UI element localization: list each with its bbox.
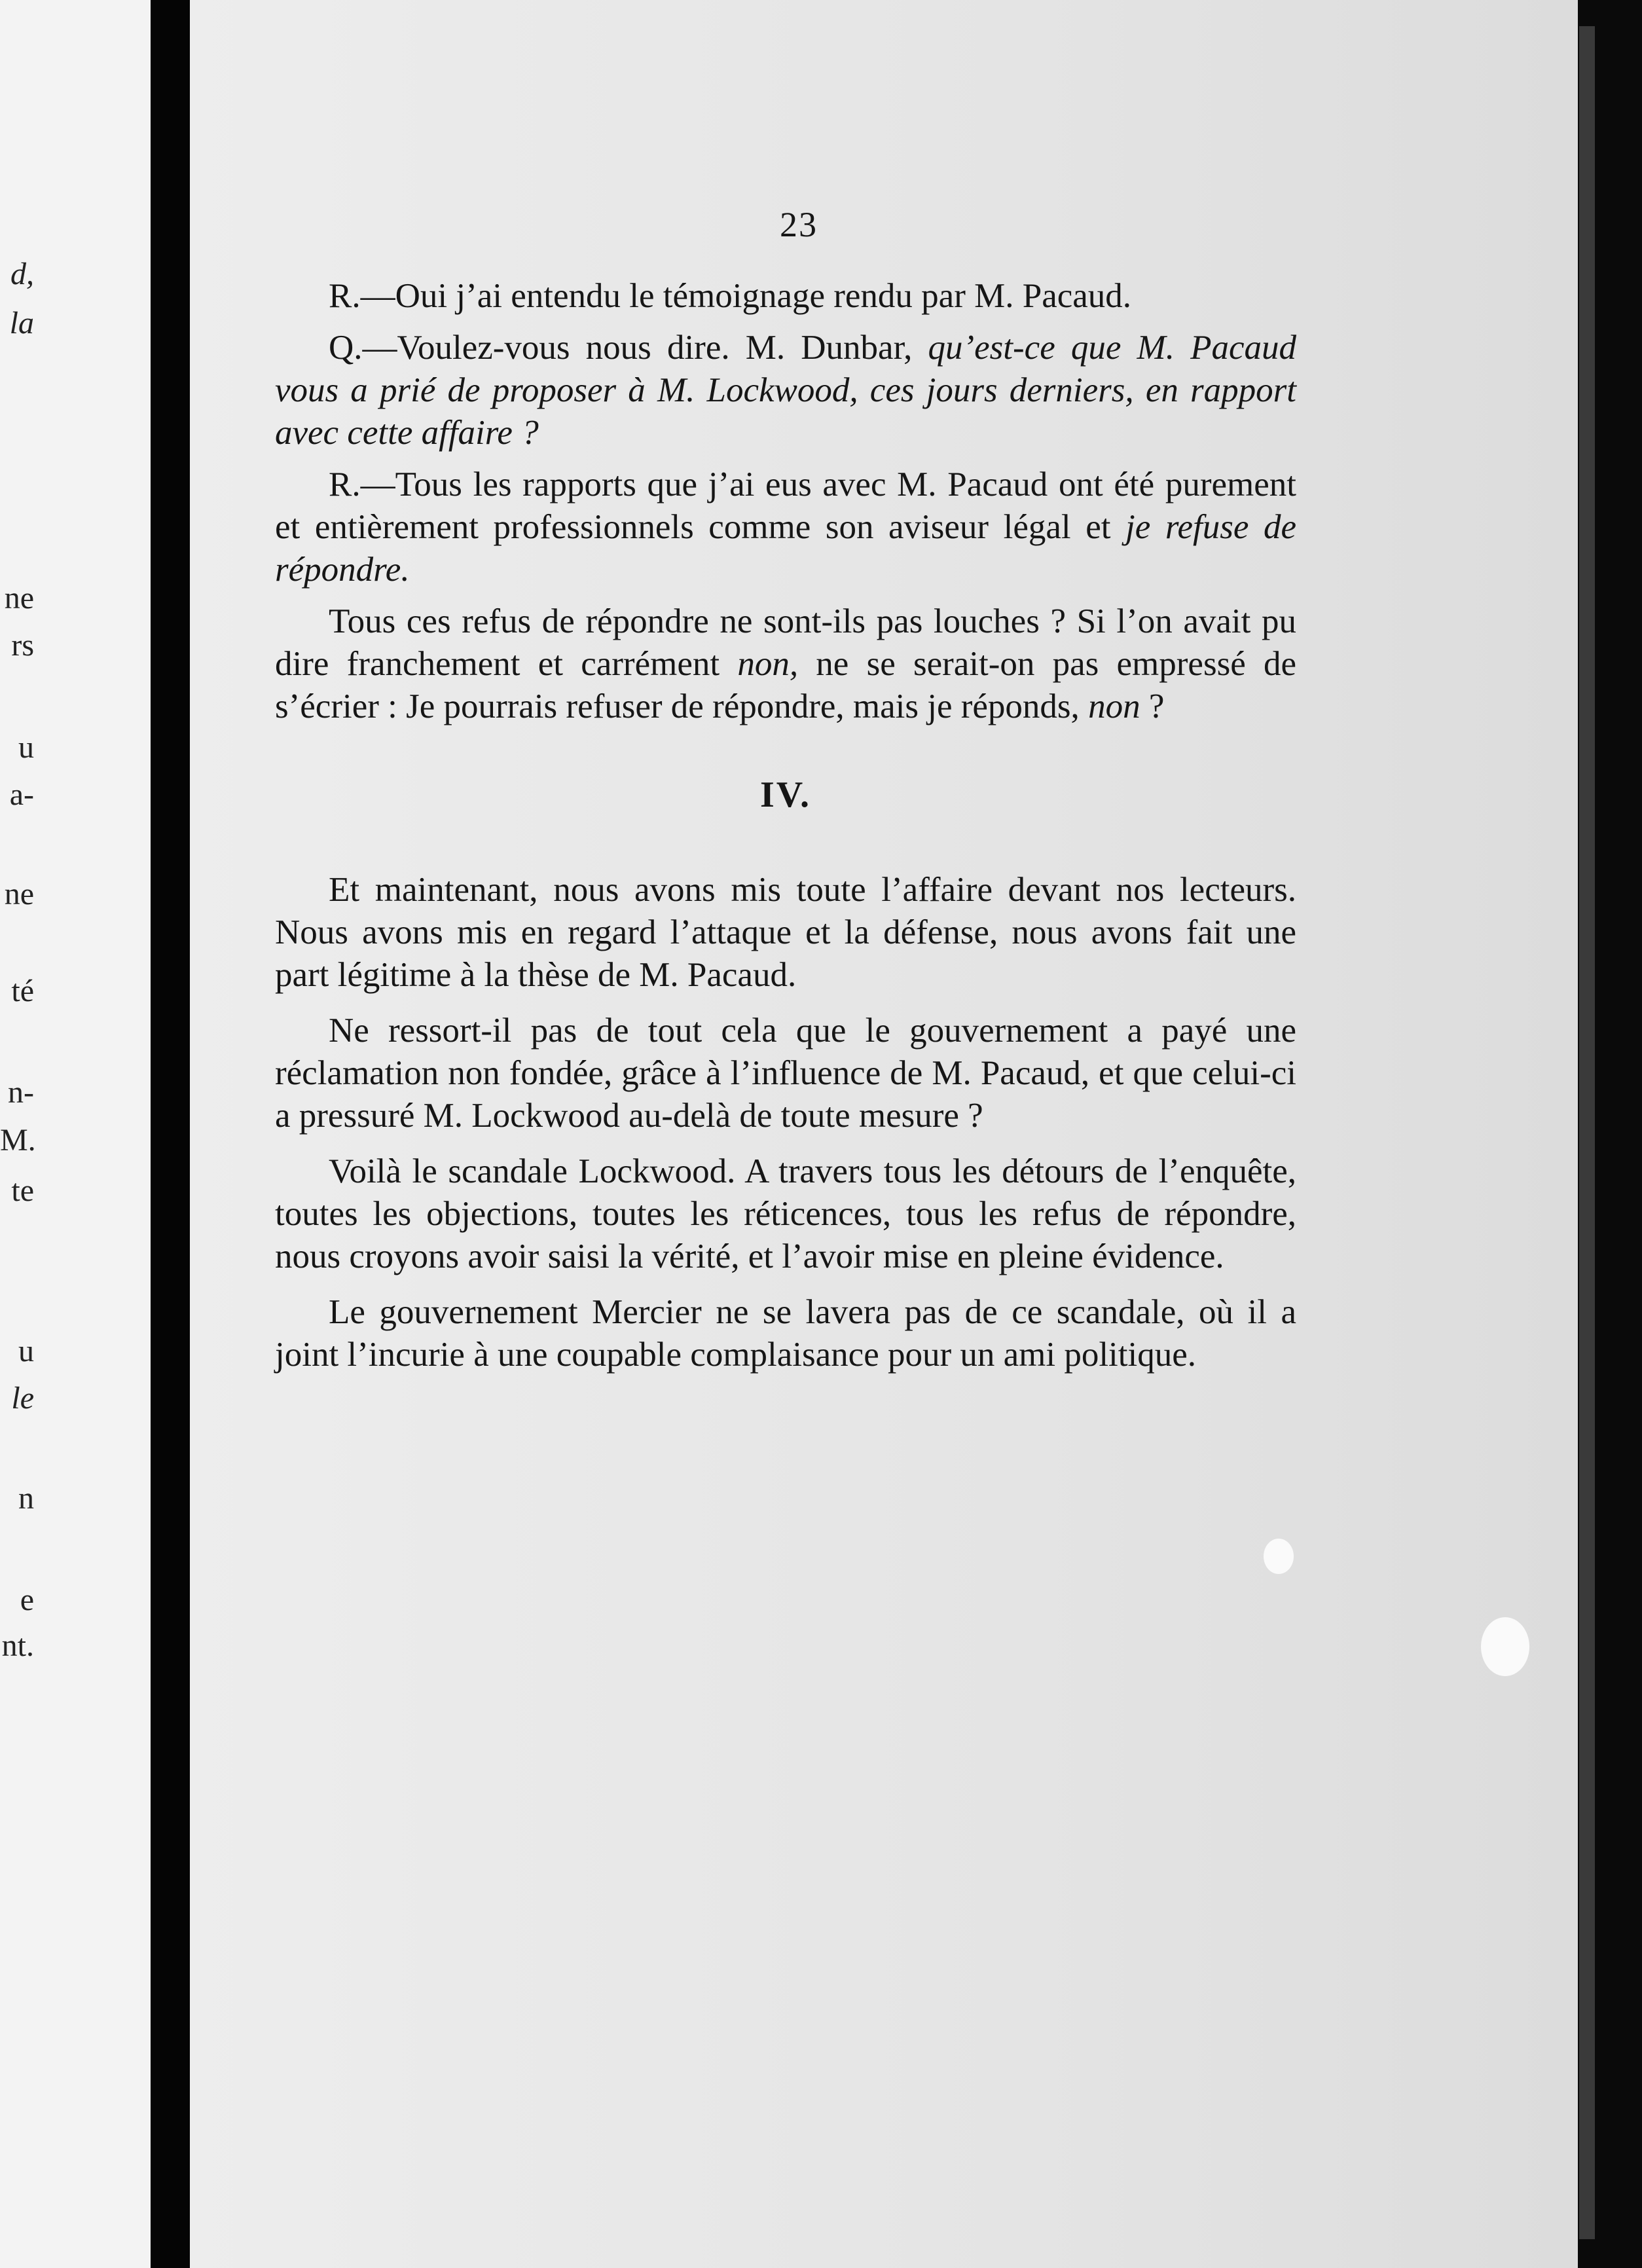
fragment: la	[9, 306, 34, 340]
paragraph	[275, 600, 1296, 728]
page-number: 23	[780, 205, 818, 244]
binding-gutter	[151, 0, 190, 2268]
paragraph	[275, 869, 1296, 997]
paper-stain	[1481, 1617, 1529, 1676]
page-stack-edge	[1579, 26, 1595, 2239]
text-run: Ne ressort-il pas de tout cela que le gouvernement a payé une réclamation non fondée, grâce à l’influence de M. Pacaud, et que celui-ci a pressuré M. Lockwood au-delà de toute mesure ?	[275, 1012, 1296, 1135]
text-run: ne se serait-on pas empressé de s’écrier : Je pourrais refuser de répondre, mais je réponds,	[275, 645, 1296, 725]
text-run: Q.—Voulez-vous nous dire. M. Dunbar,	[329, 329, 928, 367]
section-heading: IV.	[759, 775, 811, 815]
italic-run: qu’est-ce que M. Pacaud vous a prié de proposer à M. Lockwood, ces jours derniers, en rapport avec cette affaire ?	[275, 329, 1296, 452]
paper-stain	[1264, 1539, 1294, 1574]
text-run: R.—Oui j’ai entendu le témoignage rendu par M. Pacaud.	[329, 277, 1132, 315]
italic-run: non,	[737, 645, 799, 683]
previous-page-fragments	[0, 0, 151, 2268]
body-text	[275, 275, 1296, 1389]
paragraph	[275, 1010, 1296, 1137]
fragment: ne	[4, 877, 34, 911]
fragment: te	[11, 1173, 34, 1208]
text-run: Voilà le scandale Lockwood. A travers tous les détours de l’enquête, toutes les objections, toutes les réticences, tous les refus de répondre, nous croyons avoir saisi la vérité, et l’avoir mise en pleine évidence.	[275, 1152, 1296, 1275]
fragment: a-	[9, 777, 34, 812]
paragraph	[275, 1291, 1296, 1376]
paragraph	[275, 464, 1296, 591]
fragment: le	[11, 1381, 34, 1416]
paragraph	[275, 275, 1296, 318]
text-run: Et maintenant, nous avons mis toute l’affaire devant nos lecteurs. Nous avons mis en regard l’attaque et la défense, nous avons fait une part légitime à la thèse de M. Pacaud.	[275, 871, 1296, 994]
fragment: n	[18, 1481, 34, 1516]
fragment: n-	[8, 1075, 34, 1110]
fragment: e	[20, 1582, 34, 1617]
fragment: d,	[10, 257, 34, 291]
text-run: ?	[1140, 687, 1165, 725]
fragment: u	[18, 1334, 34, 1368]
fragment: M.	[0, 1123, 36, 1158]
right-page-edge	[1578, 0, 1642, 2268]
fragment: ne	[4, 581, 34, 615]
text-run: R.—Tous les rapports que j’ai eus avec M. Pacaud ont été purement et entièrement professionnels comme son aviseur légal et	[275, 466, 1296, 546]
paragraph	[275, 1150, 1296, 1278]
fragment: nt.	[1, 1628, 34, 1663]
text-run: Tous ces refus de répondre ne sont-ils pas louches ? Si l’on avait pu dire franchement et carrément	[275, 602, 1296, 683]
italic-run: non	[1088, 687, 1140, 725]
paragraph	[275, 327, 1296, 454]
fragment: té	[11, 974, 34, 1008]
fragment: u	[18, 730, 34, 765]
fragment: rs	[11, 628, 34, 663]
text-run: Le gouvernement Mercier ne se lavera pas de ce scandale, où il a joint l’incurie à une coupable complaisance pour un ami politique.	[275, 1293, 1296, 1374]
italic-run: je refuse de répondre.	[275, 508, 1296, 589]
